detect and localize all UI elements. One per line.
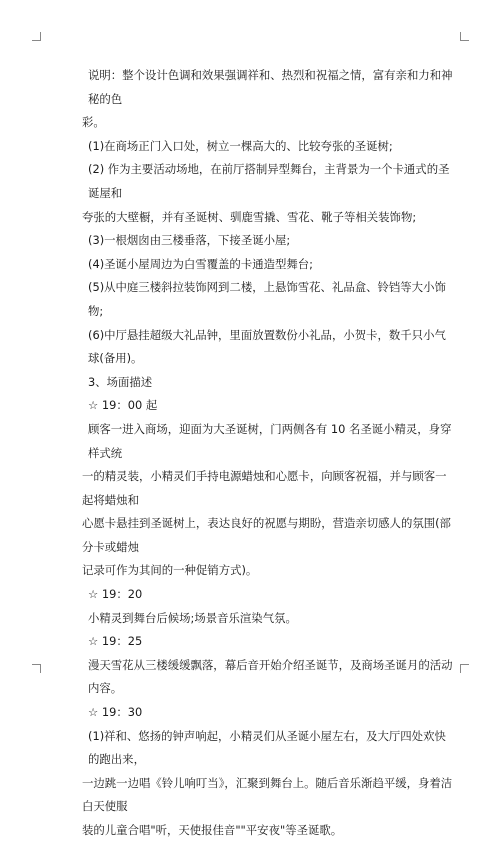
paragraph-1920: 小精灵到舞台后候场;场景音乐渲染气氛。 — [88, 610, 297, 625]
paragraph-1930-line-3: 装的儿童合唱"听，天使报佳音""平安夜"等圣诞歌。 — [82, 823, 343, 837]
description-line-1: 说明：整个设计色调和效果强调祥和、热烈和祝福之情，富有亲和力和神秘的色 — [88, 68, 453, 106]
paragraph-1930-line-2: 一边跳一边唱《铃儿响叮当》，汇聚到舞台上。随后音乐渐趋平缓，身着洁白天使服 — [82, 775, 453, 814]
item-5: (5)从中庭三楼斜拉装饰网到二楼，上悬饰雪花、礼品盒、铃铛等大小饰物; — [88, 280, 446, 318]
paragraph-1925: 漫天雪花从三楼缓缓飘落，幕后音开始介绍圣诞节，及商场圣诞月的活动内容。 — [88, 657, 453, 696]
section-heading: 3、场面描述 — [88, 374, 153, 389]
time-1920: ☆ 19：20 — [88, 587, 143, 602]
time-1930: ☆ 19：30 — [88, 705, 143, 720]
item-6: (6)中厅悬挂超级大礼品钟，里面放置数份小礼品，小贺卡，数千只小气球(备用)。 — [88, 327, 446, 366]
document-body — [82, 64, 454, 843]
time-1925: ☆ 19：25 — [88, 634, 143, 649]
paragraph-1930-line-1: (1)祥和、悠扬的钟声响起，小精灵们从圣诞小屋左右，及大厅四处欢快的跑出来， — [88, 728, 446, 767]
crop-mark-bottom-left — [32, 664, 41, 673]
paragraph-1900-line-3: 心愿卡悬挂到圣诞树上，表达良好的祝愿与期盼，营造亲切感人的氛围(部分卡或蜡烛 — [82, 516, 451, 554]
item-2-line-1: (2) 作为主要活动场地，在前厅搭制异型舞台，主背景为一个卡通式的圣诞屋和 — [88, 162, 450, 200]
item-1: (1)在商场正门入口处，树立一棵高大的、比较夸张的圣诞树; — [88, 138, 393, 153]
crop-mark-top-left — [32, 32, 41, 41]
paragraph-1900-line-1: 顾客一进入商场，迎面为大圣诞树，门两侧各有 10 名圣诞小精灵，身穿样式统 — [88, 421, 452, 460]
item-4: (4)圣诞小屋周边为白雪覆盖的卡通造型舞台; — [88, 256, 314, 271]
description-line-2: 彩。 — [82, 115, 105, 130]
paragraph-1900-line-2: 一的精灵装，小精灵们手持电源蜡烛和心愿卡，向顾客祝福，并与顾客一起将蜡烛和 — [82, 469, 447, 507]
item-2-line-2: 夸张的大壁橱，并有圣诞树、驯鹿雪撬、雪花、靴子等相关装饰物; — [82, 209, 417, 224]
crop-mark-top-right — [460, 32, 469, 41]
time-1900: ☆ 19：00 起 — [88, 398, 158, 413]
item-3: (3)一根烟囱由三楼垂落，下接圣诞小屋; — [88, 233, 291, 248]
paragraph-1900-line-4: 记录可作为其间的一种促销方式)。 — [82, 563, 258, 578]
crop-mark-bottom-right — [460, 664, 469, 673]
